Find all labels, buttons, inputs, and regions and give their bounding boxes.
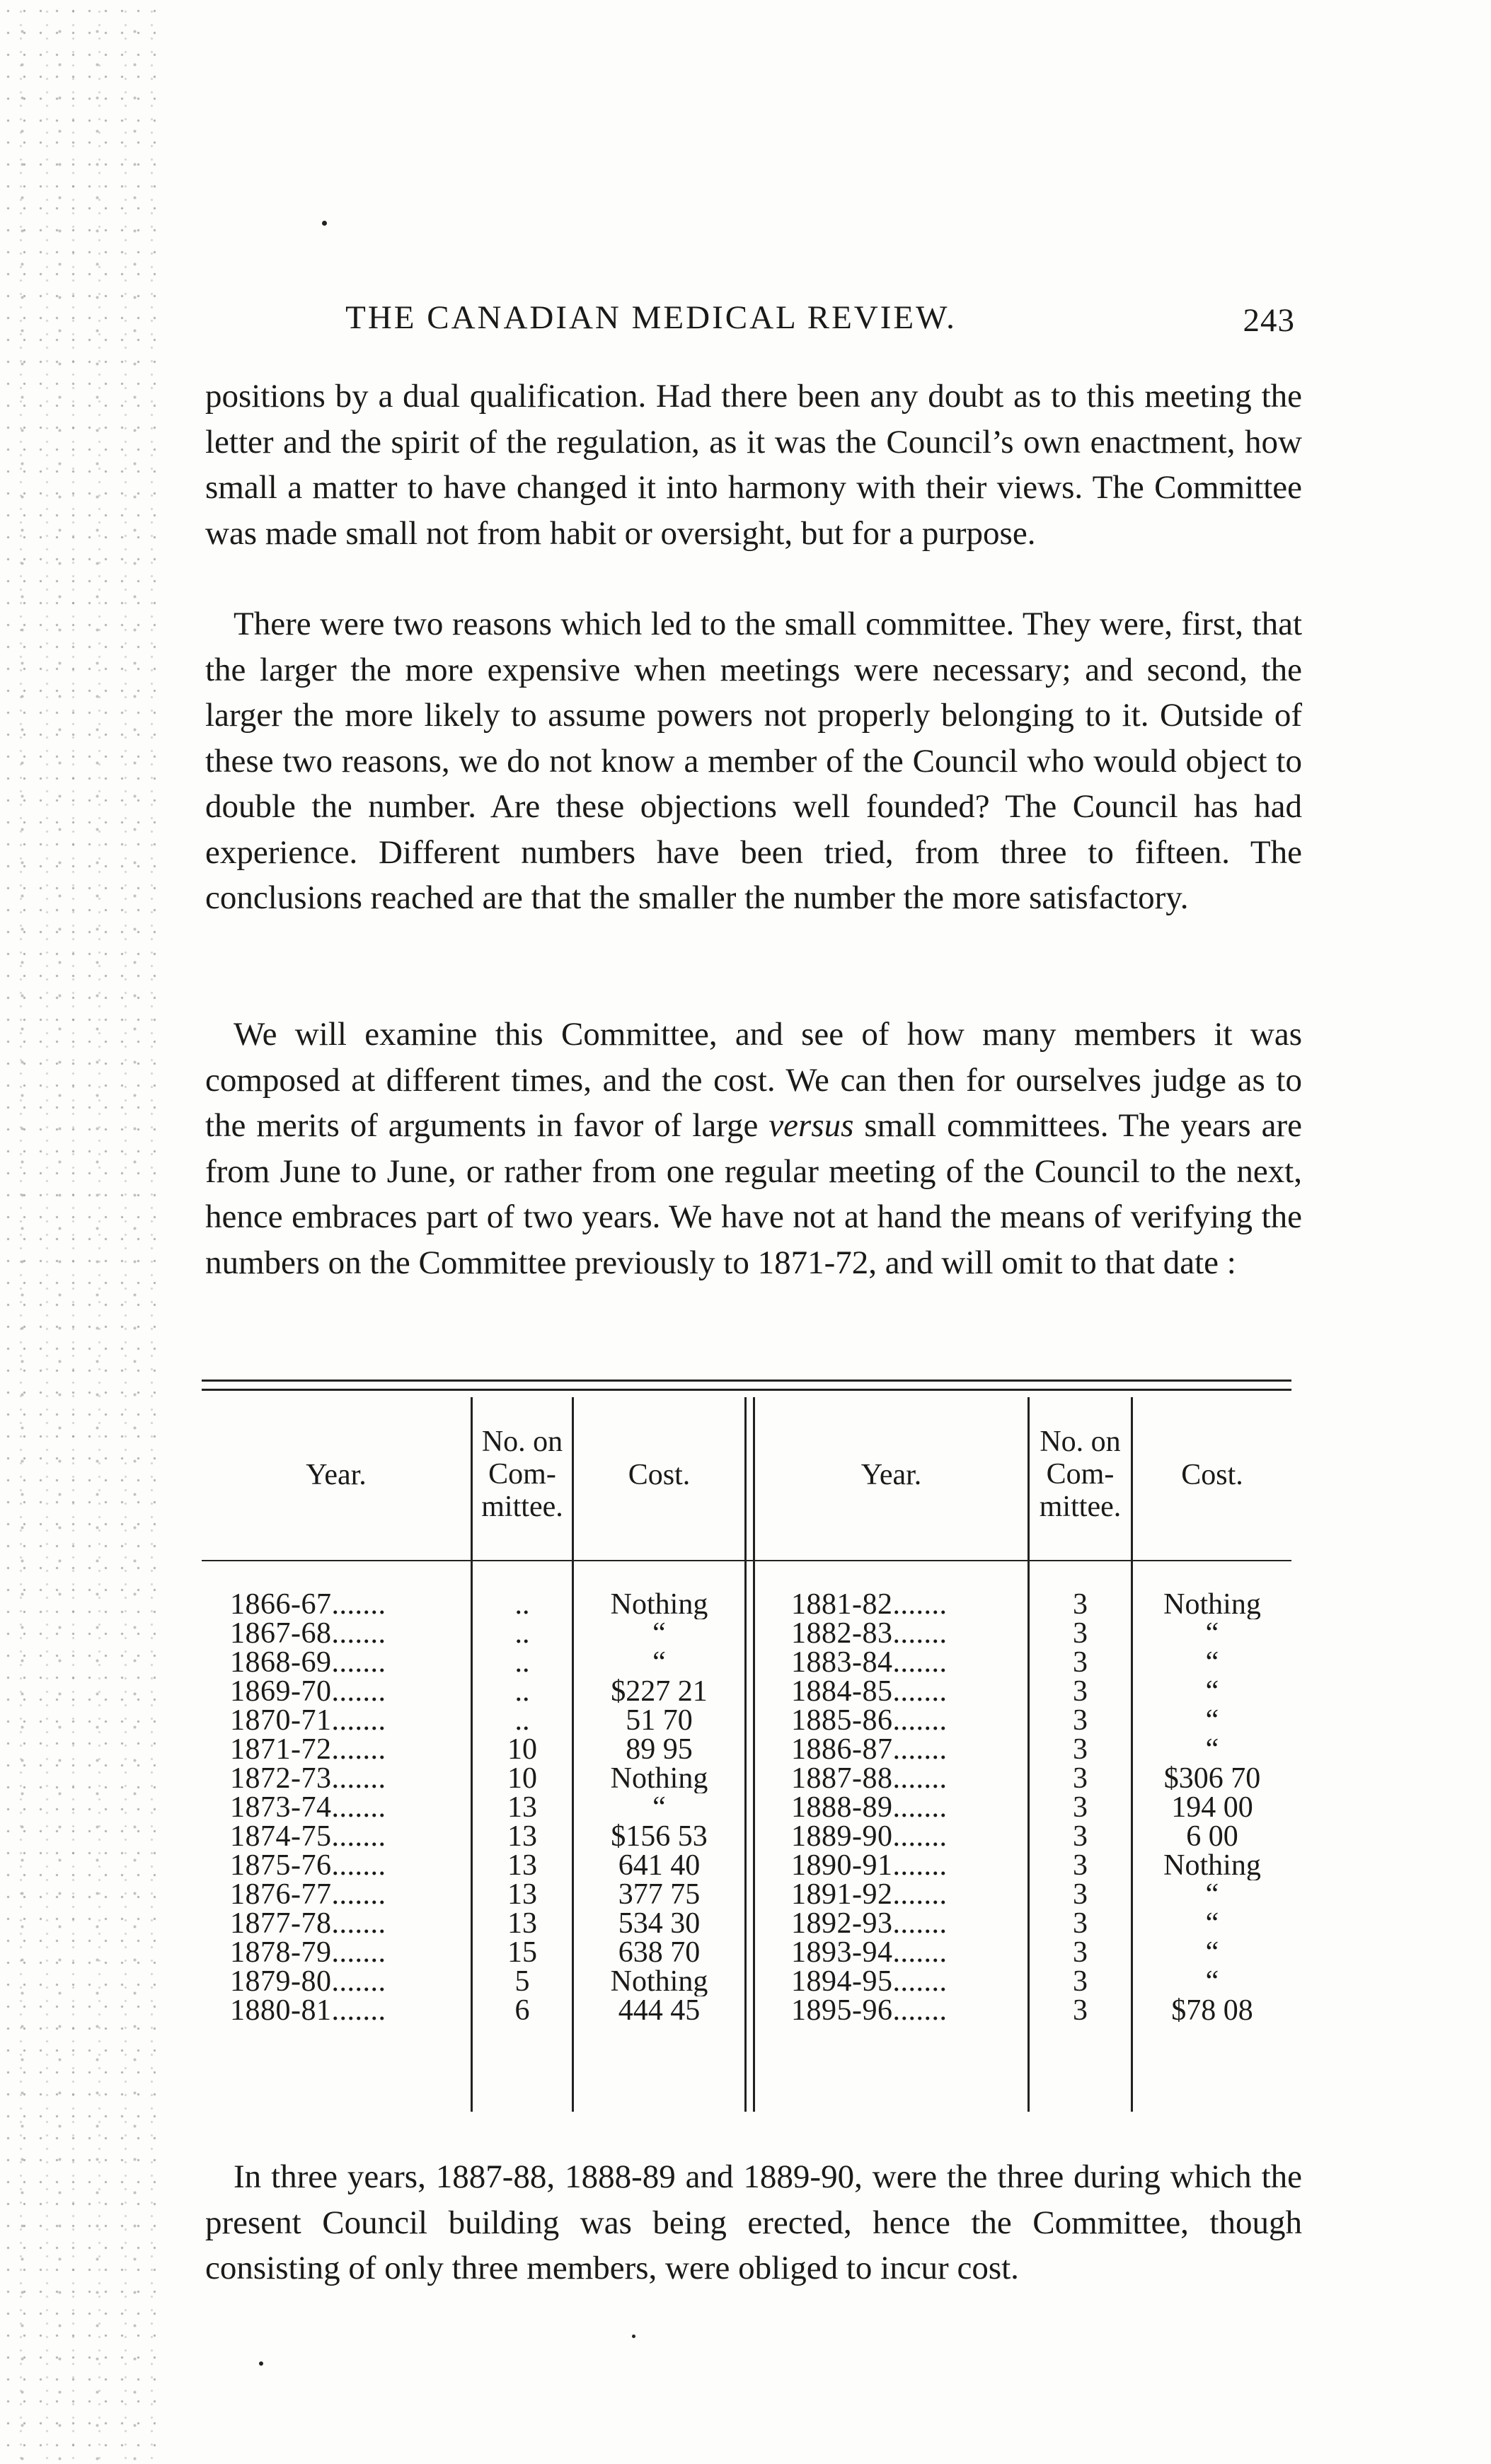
header-line: mittee. xyxy=(481,1491,563,1523)
table-top-rule xyxy=(202,1380,1291,1382)
table-cell: 1884-85....... xyxy=(791,1677,948,1706)
italic-word: versus xyxy=(768,1107,854,1144)
header-line: No. on xyxy=(481,1425,563,1458)
table-cell: 1879-80....... xyxy=(230,1967,386,1996)
table-cell: 13 xyxy=(507,1851,537,1880)
table-cell: 1868-69....... xyxy=(230,1648,386,1677)
scan-binding-edge xyxy=(0,0,156,2464)
header-year-left: Year. xyxy=(306,1459,367,1491)
table-cell: 13 xyxy=(507,1793,537,1822)
table-cell: 13 xyxy=(507,1880,537,1909)
column-cost-left xyxy=(574,1590,744,2025)
header-line: mittee. xyxy=(1039,1491,1122,1523)
table-cell: “ xyxy=(652,1648,666,1677)
scan-speck xyxy=(322,221,327,226)
table-cell: Nothing xyxy=(1163,1851,1261,1880)
table-cell: 89 95 xyxy=(626,1735,693,1764)
header-line: No. on xyxy=(1040,1425,1121,1458)
table-cell: “ xyxy=(1205,1648,1219,1677)
table-cell: 1877-78....... xyxy=(230,1909,386,1938)
table-cell: 534 30 xyxy=(618,1909,701,1938)
table-cell: 1882-83....... xyxy=(791,1619,948,1648)
column-cost-right xyxy=(1133,1590,1291,2025)
table-cell: 13 xyxy=(507,1909,537,1938)
table-cell: 1872-73....... xyxy=(230,1764,386,1793)
table-cell: “ xyxy=(652,1793,666,1822)
header-year-right: Year. xyxy=(860,1459,922,1491)
table-cell: .. xyxy=(514,1619,530,1648)
column-members-right xyxy=(1030,1590,1131,2025)
table-cell: 1890-91....... xyxy=(791,1851,948,1880)
table-cell: Nothing xyxy=(610,1967,708,1996)
table-cell: $306 70 xyxy=(1163,1764,1261,1793)
table-cell: 3 xyxy=(1073,1648,1088,1677)
table-cell: Nothing xyxy=(610,1590,708,1619)
header-line: Com- xyxy=(488,1458,556,1491)
table-cell: “ xyxy=(1205,1619,1219,1648)
table-cell: 3 xyxy=(1073,1735,1088,1764)
header-members-right xyxy=(1030,1425,1131,1523)
table-cell: 10 xyxy=(507,1764,537,1793)
table-cell: .. xyxy=(514,1706,530,1735)
table-cell: 3 xyxy=(1073,1590,1088,1619)
table-cell: 1878-79....... xyxy=(230,1938,386,1967)
table-cell: 13 xyxy=(507,1822,537,1851)
journal-title: THE CANADIAN MEDICAL REVIEW. xyxy=(345,299,957,336)
table-cell: 3 xyxy=(1073,1619,1088,1648)
table-cell: 3 xyxy=(1073,1793,1088,1822)
paragraph-text: In three years, 1887-88, 1888-89 and 1889-90, were the three during which the present Council building was being erected, hence the Committee, though consisting of only three members, were obliged to incur cost. xyxy=(205,2158,1302,2286)
table-cell: 1889-90....... xyxy=(791,1822,948,1851)
table-header-rule xyxy=(202,1560,1291,1561)
table-cell: 1876-77....... xyxy=(230,1880,386,1909)
table-cell: 3 xyxy=(1073,1880,1088,1909)
table-cell: 1894-95....... xyxy=(791,1967,948,1996)
paragraph-continuation xyxy=(205,374,1302,556)
table-cell: .. xyxy=(514,1590,530,1619)
table-cell: 1873-74....... xyxy=(230,1793,386,1822)
table-cell: 1881-82....... xyxy=(791,1590,948,1619)
column-members-left xyxy=(473,1590,572,2025)
table-cell: 444 45 xyxy=(618,1996,701,2025)
table-cell: 5 xyxy=(514,1967,530,1996)
table-cell: 377 75 xyxy=(618,1880,701,1909)
table-cell: 1891-92....... xyxy=(791,1880,948,1909)
table-cell: 1892-93....... xyxy=(791,1909,948,1938)
paragraph-reasons xyxy=(205,601,1302,921)
table-cell: 1888-89....... xyxy=(791,1793,948,1822)
table-cell: 641 40 xyxy=(618,1851,701,1880)
table-cell: 1895-96....... xyxy=(791,1996,948,2025)
paragraph-text xyxy=(205,1012,1302,1285)
table-cell: Nothing xyxy=(1163,1590,1261,1619)
table-cell: 638 70 xyxy=(618,1938,701,1967)
table-cell: 6 00 xyxy=(1186,1822,1238,1851)
table-cell: 3 xyxy=(1073,1677,1088,1706)
table-cell: 1869-70....... xyxy=(230,1677,386,1706)
paragraph-conclusion xyxy=(205,2154,1302,2291)
scan-speck xyxy=(259,2361,263,2366)
table-cell: 3 xyxy=(1073,1938,1088,1967)
table-cell: Nothing xyxy=(610,1764,708,1793)
page-number: 243 xyxy=(1243,302,1295,339)
table-cell: 194 00 xyxy=(1171,1793,1253,1822)
table-cell: 1887-88....... xyxy=(791,1764,948,1793)
table-cell: 3 xyxy=(1073,1822,1088,1851)
table-cell: 1875-76....... xyxy=(230,1851,386,1880)
table-cell: 1893-94....... xyxy=(791,1938,948,1967)
header-cost-left: Cost. xyxy=(628,1459,691,1491)
table-cell: “ xyxy=(652,1619,666,1648)
table-cell: “ xyxy=(1205,1967,1219,1996)
table-cell: “ xyxy=(1205,1880,1219,1909)
table-cell: 1886-87....... xyxy=(791,1735,948,1764)
header-cost-right: Cost. xyxy=(1181,1459,1243,1491)
table-cell: “ xyxy=(1205,1938,1219,1967)
text-run: small committees. The years are from June to June, or rather from one regular meeting of the Council to the next, hence embraces part of two years. We have not at hand the means of verifying the numbers on the Committee previously to 1871-72, and will omit to that date : xyxy=(205,1107,1303,1281)
table-cell: “ xyxy=(1205,1735,1219,1764)
scan-speck xyxy=(632,2335,635,2338)
table-cell: 1867-68....... xyxy=(230,1619,386,1648)
paragraph-text: positions by a dual qualification. Had there been any doubt as to this meeting the letter and the spirit of the regulation, as it was the Council’s own enactment, how small a matter to have changed it into harmony with their views. The Committee was made small not from habit or oversight, but for a purpose. xyxy=(205,378,1302,552)
table-cell: 1874-75....... xyxy=(230,1822,386,1851)
table-cell: 1870-71....... xyxy=(230,1706,386,1735)
table-cell: 3 xyxy=(1073,1764,1088,1793)
table-cell: 1883-84....... xyxy=(791,1648,948,1677)
table-cell: 1866-67....... xyxy=(230,1590,386,1619)
table-cell: 3 xyxy=(1073,1851,1088,1880)
table-cell: 1880-81....... xyxy=(230,1996,386,2025)
table-cell: .. xyxy=(514,1677,530,1706)
table-cell: .. xyxy=(514,1648,530,1677)
table-cell: 15 xyxy=(507,1938,537,1967)
table-cell: 51 70 xyxy=(626,1706,693,1735)
column-divider xyxy=(753,1397,755,2112)
table-cell: “ xyxy=(1205,1909,1219,1938)
table-cell: $227 21 xyxy=(611,1677,708,1706)
table-cell: $156 53 xyxy=(611,1822,708,1851)
paragraph-examination xyxy=(205,1012,1302,1285)
table-cell: 10 xyxy=(507,1735,537,1764)
table-cell: $78 08 xyxy=(1171,1996,1253,2025)
running-header xyxy=(205,299,1295,348)
header-line: Com- xyxy=(1046,1458,1115,1491)
column-divider xyxy=(744,1397,747,2112)
table-cell: “ xyxy=(1205,1677,1219,1706)
paragraph-text: There were two reasons which led to the small committee. They were, first, that the larger the more expensive when meetings were necessary; and second, the larger the more likely to assume powers not properly belonging to it. Outside of these two reasons, we do not know a member of the Council who would object to double the number. Are these objections well founded? The Council has had experience. Different numbers have been tried, from three to fifteen. The conclusions reached are that the smaller the number the more satisfactory. xyxy=(205,606,1302,916)
text-run: We will examine this Committee, and see of how many members it was composed at different times, and the cost. We can then for ourselves judge as to the merits of arguments in favor of large xyxy=(205,1016,1302,1144)
table-cell: 1871-72....... xyxy=(230,1735,386,1764)
table-cell: 3 xyxy=(1073,1967,1088,1996)
table-cell: “ xyxy=(1205,1706,1219,1735)
column-year-right xyxy=(791,1590,1026,2025)
table-cell: 1885-86....... xyxy=(791,1706,948,1735)
table-cell: 6 xyxy=(514,1996,530,2025)
header-members-left xyxy=(473,1425,572,1523)
table-cell: 3 xyxy=(1073,1706,1088,1735)
table-cell: 3 xyxy=(1073,1996,1088,2025)
table-top-rule xyxy=(202,1389,1291,1391)
column-year-left xyxy=(230,1590,469,2025)
table-cell: 3 xyxy=(1073,1909,1088,1938)
